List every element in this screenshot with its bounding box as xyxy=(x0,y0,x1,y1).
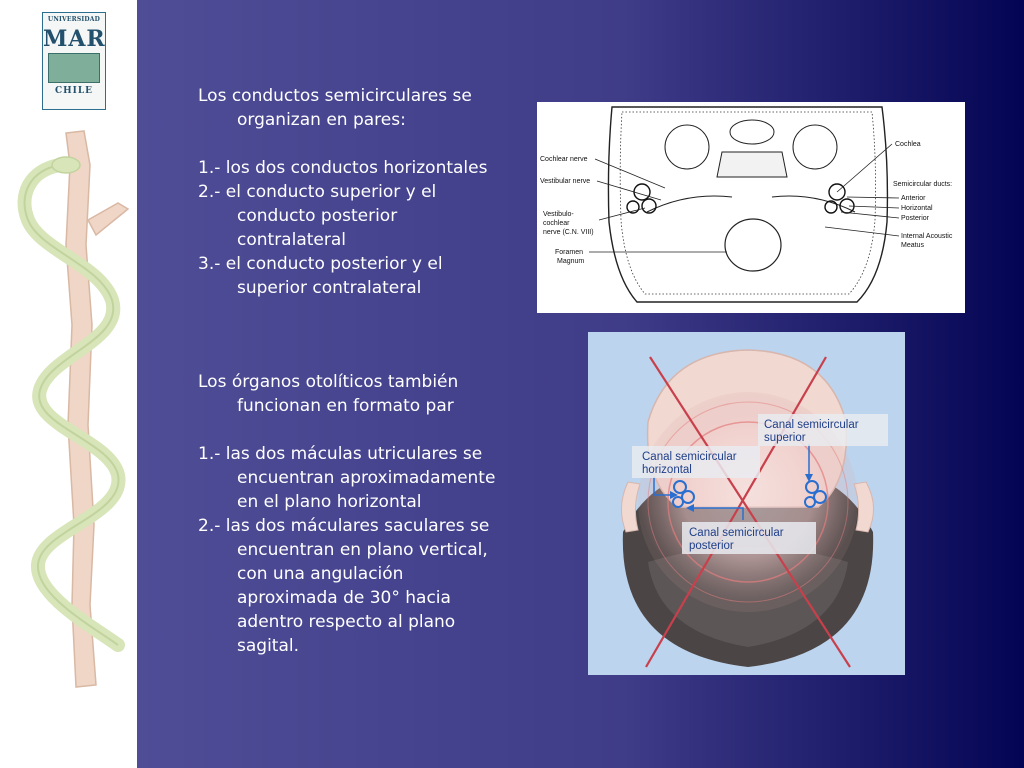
paragraph-item-1b: 1.- las dos máculas utriculares se encuentran aproximadamente en el plano horizontal xyxy=(198,444,496,512)
label-vestibulocochlear-1: Vestibulo- xyxy=(543,211,574,218)
paragraph-gap xyxy=(198,132,508,156)
label-horizontal: Horizontal xyxy=(901,205,933,212)
label-cochlear-nerve: Cochlear nerve xyxy=(540,156,588,163)
paragraph-item-3: 3.- el conducto posterior y el superior contralateral xyxy=(198,254,443,298)
caption-posterior-line1: Canal semicircular xyxy=(689,527,784,539)
paragraph-intro: Los conductos semicirculares se organizan en pares: xyxy=(198,86,472,130)
caption-superior-line1: Canal semicircular xyxy=(764,419,859,431)
label-posterior: Posterior xyxy=(901,215,930,222)
logo-bottom-text: CHILE xyxy=(54,86,94,96)
head-canals-figure xyxy=(588,332,905,675)
logo-mid-text: MAR xyxy=(43,26,106,52)
label-vestibulocochlear-3: nerve (C.N. VIII) xyxy=(543,229,594,236)
caption-horizontal-line2: horizontal xyxy=(642,464,692,476)
caption-horizontal-line1: Canal semicircular xyxy=(642,451,737,463)
logo-top-text: UNIVERSIDAD xyxy=(47,16,101,23)
label-magnum: Magnum xyxy=(557,258,585,265)
label-internal-acoustic: Internal Acoustic xyxy=(901,233,953,240)
label-vestibulocochlear-2: cochlear xyxy=(543,220,570,227)
label-cochlea: Cochlea xyxy=(895,141,921,148)
paragraph-item-1: 1.- los dos conductos horizontales xyxy=(198,158,488,178)
label-meatus: Meatus xyxy=(901,242,924,249)
label-foramen: Foramen xyxy=(555,249,584,256)
skull-base-diagram xyxy=(537,102,965,313)
logo-map-icon xyxy=(48,53,100,83)
otolith-text-block xyxy=(198,370,508,658)
label-semicircular-ducts: Semicircular ducts: xyxy=(893,181,953,188)
label-vestibular-nerve: Vestibular nerve xyxy=(540,178,591,185)
paragraph-intro-2: Los órganos otolíticos también funcionan en formato par xyxy=(198,372,459,416)
caduceus-staff-icon xyxy=(0,125,137,690)
paragraph-item-2b: 2.- las dos máculares saculares se encuentran en plano vertical, con una angulación aproximada de 30° hacia adentro respecto al plano sagital. xyxy=(198,516,490,656)
university-logo xyxy=(42,12,106,110)
caption-posterior-line2: posterior xyxy=(689,540,734,552)
paragraph-gap xyxy=(198,418,508,442)
paragraph-item-2: 2.- el conducto superior y el conducto posterior contralateral xyxy=(198,182,437,250)
label-anterior: Anterior xyxy=(901,195,926,202)
semicircular-text-block xyxy=(198,84,508,300)
caption-superior-line2: superior xyxy=(764,432,806,444)
left-panel xyxy=(0,0,137,768)
